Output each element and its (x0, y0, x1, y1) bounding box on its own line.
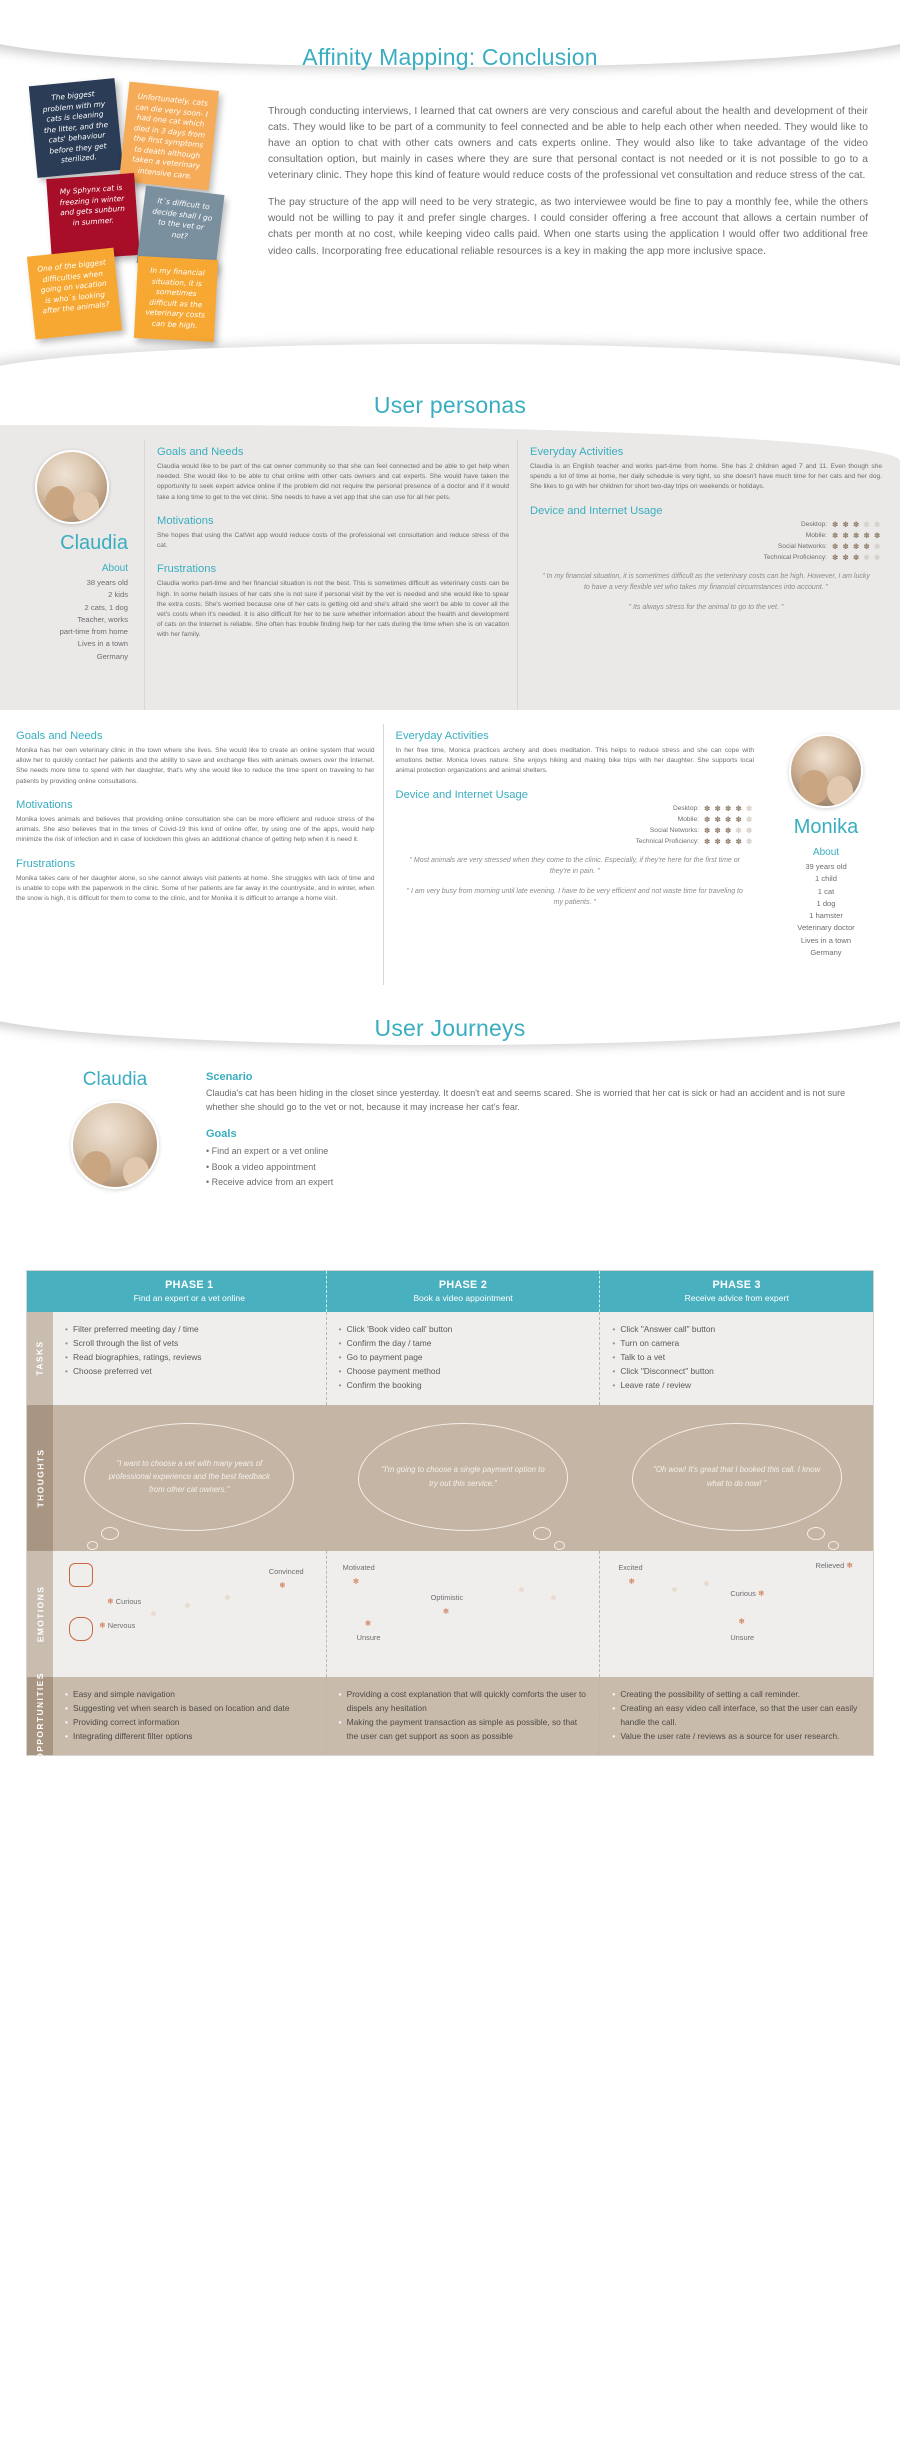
page-title-personas: User personas (373, 392, 527, 418)
goal-text: Find an expert or a vet online (211, 1145, 329, 1156)
page-title-journeys: User Journeys (374, 1015, 526, 1041)
phase-header-1 (53, 1271, 327, 1312)
thought-text: "I want to choose a vet with many years of professional experience and the best feedback from other cat owners." (108, 1458, 270, 1495)
emotion-label: Optimistic (430, 1592, 464, 1602)
thoughts-cell-phase1 (53, 1405, 327, 1551)
opportunity-item: • Providing correct information (65, 1715, 314, 1729)
device-usage-heading: Device and Internet Usage (530, 504, 663, 517)
about-heading: About (812, 847, 840, 858)
avatar (71, 1101, 159, 1189)
persona-goals-column-monika (16, 724, 375, 985)
paw-icon: ✽ (863, 519, 870, 529)
persona-activities-column-monika (383, 724, 755, 985)
paw-icon: ✽ (853, 541, 860, 551)
affinity-bottom-wave (0, 344, 900, 380)
row-label-emotions (27, 1551, 53, 1677)
journey-header (0, 1067, 900, 1197)
goals-heading: Goals and Needs (16, 730, 103, 742)
paw-icon: ✽ (832, 541, 839, 551)
affinity-mapping-section (0, 0, 900, 380)
usage-row (530, 532, 882, 540)
paw-icon: ✽ (842, 530, 849, 540)
paw-icon: ✽ (725, 825, 732, 835)
sticky-notes-group (20, 82, 250, 342)
thoughts-cell-phase3 (600, 1405, 873, 1551)
motivations-text: She hopes that using the CatVet app would reduce costs of the professional vet consultation and reduce stress of the cat. (157, 531, 509, 550)
paw-icon: ✽ (863, 530, 870, 540)
paw-icon: ✽ (842, 519, 849, 529)
about-lines (770, 861, 882, 959)
usage-row (396, 816, 755, 824)
row-label-text: TASKS (35, 1340, 45, 1376)
paw-icon: ✽ (746, 825, 753, 835)
journey-persona (40, 1067, 190, 1197)
activities-text: In her free time, Monica practices archery and does meditation. This helps to reduce stress and she can cope with emotions better. Monica loves nature. She enjoys hiking and making bike trips with her daughter. She supports local animal protection organizations and animal shelters. (395, 747, 754, 775)
persona-quote: " I am very busy from morning until late evening. I have to be very efficient and not waste time for traveling to my patients. " (406, 888, 743, 907)
journey-row-emotions (27, 1551, 873, 1677)
dot-marker (151, 1611, 156, 1616)
motivations-heading: Motivations (16, 798, 73, 811)
paw-icon: ✽ (832, 552, 839, 562)
device-usage-ratings (530, 521, 882, 562)
persona-identity-monika (762, 724, 882, 985)
paw-icon: ✽ (704, 825, 711, 835)
phase-subtitle: Find an expert or a vet online (133, 1293, 245, 1303)
paw-marker-icon: ❄ (442, 1606, 450, 1616)
paw-icon: ✽ (746, 814, 753, 824)
about-line: 2 cats, 1 dog (84, 602, 128, 612)
sticky-note: In my financial situation, it is sometimes difficult as the veterinary costs can be high. (134, 256, 218, 342)
dot-marker (519, 1587, 524, 1592)
scenario-heading: Scenario (206, 1071, 253, 1083)
task-item: • Confirm the day / tame (339, 1336, 588, 1350)
device-usage-ratings (396, 805, 755, 846)
goals-text: Monika has her own veterinary clinic in the town where she lives. She would like to create an online system that would allow her to quickly contact her patients and the ability to save and exchange files with animals owners over the Internet. She needs more time to spend with her daughter, that's why she would like to reduce the time spent on traveling to her patients by providing online consultations. (16, 747, 375, 785)
paw-icon: ✽ (725, 814, 732, 824)
journey-row-thoughts (27, 1405, 873, 1551)
paw-icon: ✽ (842, 541, 849, 551)
paw-icon: ✽ (714, 803, 721, 813)
journey-scenario-goals (206, 1067, 866, 1197)
opportunity-item: • Integrating different filter options (65, 1729, 314, 1743)
persona-quote: " In my financial situation, it is sometimes difficult as the veterinary costs can be high. However, I am lucky to have a very flexible vet who takes my financial circumstances into account. " (542, 572, 870, 591)
dot-marker (225, 1595, 230, 1600)
task-item: • Click "Disconnect" button (612, 1364, 861, 1378)
motivations-heading: Motivations (157, 514, 214, 527)
task-item: • Click 'Book video call' button (339, 1322, 588, 1336)
paw-rating (832, 521, 882, 529)
paw-icon: ✽ (735, 814, 742, 824)
journey-goal-item: • Find an expert or a vet online (206, 1145, 329, 1156)
about-line: 1 child (815, 874, 837, 884)
thought-text: "I'm going to choose a single payment option to try out this service." (381, 1465, 545, 1488)
about-line: 38 years old (86, 578, 128, 587)
cat-face-icon (69, 1563, 93, 1587)
dot-marker (672, 1587, 677, 1592)
about-line: 2 kids (108, 590, 128, 600)
usage-label: Desktop: (800, 521, 827, 529)
sticky-note: It`s difficult to decide shall I go to the vet or not? (137, 185, 225, 272)
about-line: part-time from home (59, 627, 128, 637)
usage-row (396, 838, 755, 846)
user-personas-section (0, 380, 900, 710)
about-line: 1 dog (816, 898, 836, 908)
persona-quote: " Most animals are very stressed when they come to the clinic. Especially, if they're here for the first time or they're in pain. " (409, 856, 740, 875)
paw-marker-icon: ❄ (364, 1618, 372, 1628)
tasks-cell-phase1 (53, 1312, 327, 1405)
tasks-cell-phase3 (600, 1312, 873, 1405)
paw-icon: ✽ (735, 803, 742, 813)
about-line: Lives in a town (800, 935, 852, 945)
thoughts-cell-phase2 (327, 1405, 601, 1551)
goals-heading: Goals (206, 1127, 237, 1140)
phase-header-2 (327, 1271, 601, 1312)
persona-card-monika (0, 710, 900, 985)
goal-text: Receive advice from an expert (211, 1177, 334, 1188)
journey-row-tasks (27, 1312, 873, 1405)
row-label-text: EMOTIONS (35, 1585, 46, 1642)
task-item: • Scroll through the list of vets (65, 1336, 314, 1350)
emotion-label: Curious ❄ (730, 1588, 765, 1598)
paw-rating (704, 838, 754, 846)
paw-icon: ✽ (874, 530, 881, 540)
opportunities-cell-phase1 (53, 1677, 327, 1755)
phase-subtitle: Book a video appointment (413, 1293, 513, 1303)
emotions-cell-phase1 (53, 1551, 327, 1677)
persona-goals-column-claudia (144, 440, 509, 710)
journey-map-table (26, 1270, 874, 1760)
tasks-cell-phase2 (327, 1312, 601, 1405)
row-label-opportunities (27, 1671, 53, 1760)
usage-label: Desktop: (672, 805, 699, 813)
about-line: Veterinary doctor (797, 923, 855, 933)
sticky-note: The biggest problem with my cats is cleaning the litter, and the cats' behaviour before they get sterilized. (29, 78, 123, 178)
emotion-label: Motivated (342, 1562, 375, 1572)
about-line: Germany (810, 948, 842, 958)
opportunity-item: • Providing a cost explanation that will quickly comforts the user to dispels any hesitation (339, 1687, 588, 1715)
paw-icon: ✽ (714, 836, 721, 846)
usage-label: Technical Proficiency: (763, 554, 827, 562)
paw-icon: ✽ (842, 552, 849, 562)
task-item: • Go to payment page (339, 1350, 588, 1364)
row-label-tasks (27, 1312, 53, 1405)
persona-quote: " Its always stress for the animal to go to the vet. " (628, 604, 784, 612)
dot-marker (704, 1581, 709, 1586)
affinity-paragraph-2: The pay structure of the app will need to be very strategic, as two interviewee would be fine to pay a monthly fee, while the others would not be willing to pay it and prefer single charges. I could consider offering a free account that allows a certain number of chats per month at no cost, while keeping video calls paid. When one starts using the application I would offer two additional free video calls. Incorporating free educational reliable resources is a key in making the app more inclusive space. (268, 197, 868, 257)
phase-name: PHASE 1 (165, 1279, 214, 1291)
paw-icon: ✽ (874, 552, 881, 562)
opportunity-item: • Easy and simple navigation (65, 1687, 314, 1701)
affinity-paragraph-1: Through conducting interviews, I learned that cat owners are very conscious and careful about the health and development of their cats. They would like to be part of a community to feel connected and be able to help each other when needed. They would like to have an option to chat with other cats owners and cats experts online. They would also like to take advantage of the video consultation option, but mainly in cases where they are sure that personal contact is not needed or it is not possible to go to a veterinary clinic. They hope this kind of feature would reduce costs of the professional vet consultation and reduce stress of the cat. (268, 106, 868, 182)
goals-heading: Goals and Needs (157, 446, 244, 458)
usage-row (530, 521, 882, 529)
paw-icon: ✽ (874, 541, 881, 551)
paw-icon: ✽ (832, 530, 839, 540)
opportunity-item: • Making the payment transaction as simple as possible, so that the user can get support as soon as possible (339, 1715, 588, 1743)
activities-heading: Everyday Activities (395, 730, 489, 742)
emotion-label: Convinced (268, 1566, 304, 1576)
emotions-cell-phase3 (600, 1551, 873, 1677)
usage-label: Technical Proficiency: (635, 838, 699, 846)
about-heading: About (101, 563, 128, 574)
sticky-note: Unfortunately, cats can die very soon- I had one cat which died in 3 days from the first symptoms to death although taken a veterinary intensive care. (119, 82, 219, 191)
usage-row (530, 554, 882, 562)
about-line: 1 cat (817, 886, 835, 896)
usage-label: Mobile: (677, 816, 699, 824)
goals-text: Claudia would like to be part of the cat owner community so that she can feel connected and be able to get help when needed. She would like to be able to chat online with other cats owners and cat experts. She would have taken the opportunity to seek expert advice online if the problem did not require the personal presence of a doctor and if it would take a long time to get to the vet clinic. She needs to have a vet app that she can use for all her pets. (157, 463, 509, 501)
emotion-label: ❄ Nervous (99, 1620, 136, 1630)
persona-identity-claudia (16, 440, 136, 710)
paw-icon: ✽ (853, 552, 860, 562)
about-line: Teacher, works (77, 614, 128, 624)
task-item: • Choose payment method (339, 1364, 588, 1378)
about-line: 1 hamster (809, 911, 843, 921)
dot-marker (551, 1595, 556, 1600)
paw-icon: ✽ (853, 519, 860, 529)
emotions-cell-phase2 (327, 1551, 601, 1677)
about-lines (16, 577, 128, 663)
opportunity-item: • Value the user rate / reviews as a source for user research. (612, 1729, 861, 1743)
persona-activities-column-claudia (517, 440, 882, 710)
opportunity-item: • Suggesting vet when search is based on location and date (65, 1701, 314, 1715)
emotion-label: Unsure (356, 1632, 381, 1642)
paw-rating (832, 554, 882, 562)
paw-icon: ✽ (725, 836, 732, 846)
about-line: 39 years old (805, 862, 847, 871)
about-line: Lives in a town (77, 639, 128, 649)
page-title-affinity: Affinity Mapping: Conclusion (302, 44, 598, 70)
paw-marker-icon: ❄ (352, 1576, 360, 1586)
thought-bubble-icon (84, 1423, 294, 1531)
opportunities-cell-phase2 (327, 1677, 601, 1755)
paw-icon: ✽ (735, 825, 742, 835)
phase-subtitle: Receive advice from expert (684, 1293, 789, 1303)
paw-rating (704, 816, 754, 824)
paw-icon: ✽ (735, 836, 742, 846)
emotion-label: Excited (618, 1562, 643, 1572)
activities-text: Claudia is an English teacher and works part-time from home. She has 2 children aged 7 and 11. Even though she spends a lot of time at home, her daily schedule is very tight, so she doesn't have much time for her cats and her dog. She likes to go with her children for short two-day trips on weekends or holidays. (530, 463, 882, 491)
task-item: • Talk to a vet (612, 1350, 861, 1364)
scenario-text: Claudia's cat has been hiding in the closet since yesterday. It doesn't eat and seems scared. She is worried that her cat is sick or had an accident and is not sure whether she should go to the vet or not, because it may increase her cat's fear. (206, 1088, 846, 1112)
paw-icon: ✽ (832, 519, 839, 529)
paw-icon: ✽ (714, 814, 721, 824)
about-line: Germany (96, 651, 128, 661)
paw-icon: ✽ (714, 825, 721, 835)
paw-icon: ✽ (704, 836, 711, 846)
paw-rating (704, 827, 754, 835)
paw-icon: ✽ (704, 803, 711, 813)
avatar (35, 450, 109, 524)
opportunity-item: • Creating an easy video call interface, so that the user can easily handle the call. (612, 1701, 861, 1729)
phase-name: PHASE 3 (712, 1279, 761, 1291)
opportunity-item: • Creating the possibility of setting a call reminder. (612, 1687, 861, 1701)
usage-label: Mobile: (805, 532, 827, 540)
paw-icon: ✽ (853, 530, 860, 540)
usage-row (530, 543, 882, 551)
avatar (789, 734, 863, 808)
task-item: • Read biographies, ratings, reviews (65, 1350, 314, 1364)
usage-row (396, 827, 755, 835)
journey-row-opportunities (27, 1671, 873, 1760)
frustrations-heading: Frustrations (157, 563, 217, 576)
row-label-text: OPPORTUNITIES (35, 1671, 45, 1760)
task-item: • Confirm the booking (339, 1378, 588, 1392)
phase-name: PHASE 2 (438, 1279, 488, 1291)
task-item: • Leave rate / review (612, 1378, 861, 1392)
task-item: • Choose preferred vet (65, 1364, 314, 1378)
frustrations-heading: Frustrations (16, 857, 76, 870)
dot-marker (185, 1603, 190, 1608)
journey-goal-item: • Receive advice from an expert (206, 1177, 334, 1188)
persona-name: Monika (793, 816, 859, 838)
row-label-thoughts (27, 1405, 53, 1551)
opportunities-cell-phase3 (600, 1677, 873, 1755)
persona-name: Claudia (60, 532, 128, 554)
frustrations-text: Monika takes care of her daughter alone, so she cannot always visit patients at home. She struggles with lack of time and is unable to cope with the paperwork in the clinic. Some of her patients are far away in the countryside, and in winter, when the snow is high, it is difficult for them to come to the clinic, and for Monika it is difficult to arrange a home visit. (16, 874, 375, 902)
sticky-note: My Sphynx cat is freezing in winter and gets sunburn in summer. (46, 173, 140, 261)
device-usage-heading: Device and Internet Usage (395, 788, 528, 801)
motivations-text: Monika loves animals and believes that providing online consultation she can be more efficient and reduce stress of the animals. She also believes that in the times of Covid-19 this kind of online offer, by using one of the apps, would help minimize the risk of infection and in case of lockdown this gives an additional chance of getting help when it is need it. (16, 815, 375, 844)
paw-icon: ✽ (704, 814, 711, 824)
row-label-text: THOUGHTS (35, 1448, 45, 1507)
activities-heading: Everyday Activities (530, 446, 624, 458)
user-journeys-section (0, 985, 900, 2453)
paw-marker-icon: ❄ (278, 1580, 286, 1590)
sticky-note: One of the biggest difficulties when going on vacation is who`s looking after the animals? (27, 248, 122, 340)
thought-bubble-icon (632, 1423, 842, 1531)
usage-row (396, 805, 755, 813)
paw-icon: ✽ (746, 803, 753, 813)
journey-goal-item: • Book a video appointment (206, 1161, 316, 1172)
usage-label: Social Networks: (649, 827, 699, 835)
paw-marker-icon: ❄ (738, 1616, 746, 1626)
affinity-conclusion-text (268, 104, 868, 271)
emotion-label: Relieved ❄ (815, 1560, 854, 1570)
task-item: • Filter preferred meeting day / time (65, 1322, 314, 1336)
cat-face-icon (69, 1617, 93, 1641)
task-item: • Turn on camera (612, 1336, 861, 1350)
goal-text: Book a video appointment (211, 1161, 316, 1172)
emotion-label: Unsure (730, 1632, 755, 1642)
paw-rating (704, 805, 754, 813)
task-item: • Click "Answer call" button (612, 1322, 861, 1336)
thought-text: "Oh wow! It's great that I booked this call. I know what to do now! " (653, 1465, 821, 1488)
phase-header-3 (600, 1271, 873, 1312)
paw-marker-icon: ❄ (628, 1576, 636, 1586)
header-spacer (27, 1271, 53, 1312)
paw-rating (832, 532, 882, 540)
paw-icon: ✽ (863, 541, 870, 551)
thought-bubble-icon (358, 1423, 568, 1531)
usage-label: Social Networks: (777, 543, 827, 551)
paw-icon: ✽ (746, 836, 753, 846)
paw-icon: ✽ (863, 552, 870, 562)
journey-table-header (27, 1271, 873, 1312)
paw-icon: ✽ (874, 519, 881, 529)
paw-rating (832, 543, 882, 551)
paw-icon: ✽ (725, 803, 732, 813)
frustrations-text: Claudia works part-time and her financial situation is not the best. This is sometimes difficult as veterinary costs can be high. In some helath issues of her cats she is not sure if personal visit by the vet is needed and she would like to spear the extra costs. She's worried because one of her cats is getting old and she's afraid she won't be able to cover all the vet's costs when it's needed. It is also difficult for her to be sure whether information about the health and development of cats on the Internet is reliable. She often has trouble finding help for her cats during the time when she is on vacation with her family. (157, 580, 509, 639)
persona-name: Claudia (82, 1069, 148, 1090)
emotion-label: ❄ Curious (107, 1596, 142, 1606)
persona-card-claudia (0, 440, 900, 710)
